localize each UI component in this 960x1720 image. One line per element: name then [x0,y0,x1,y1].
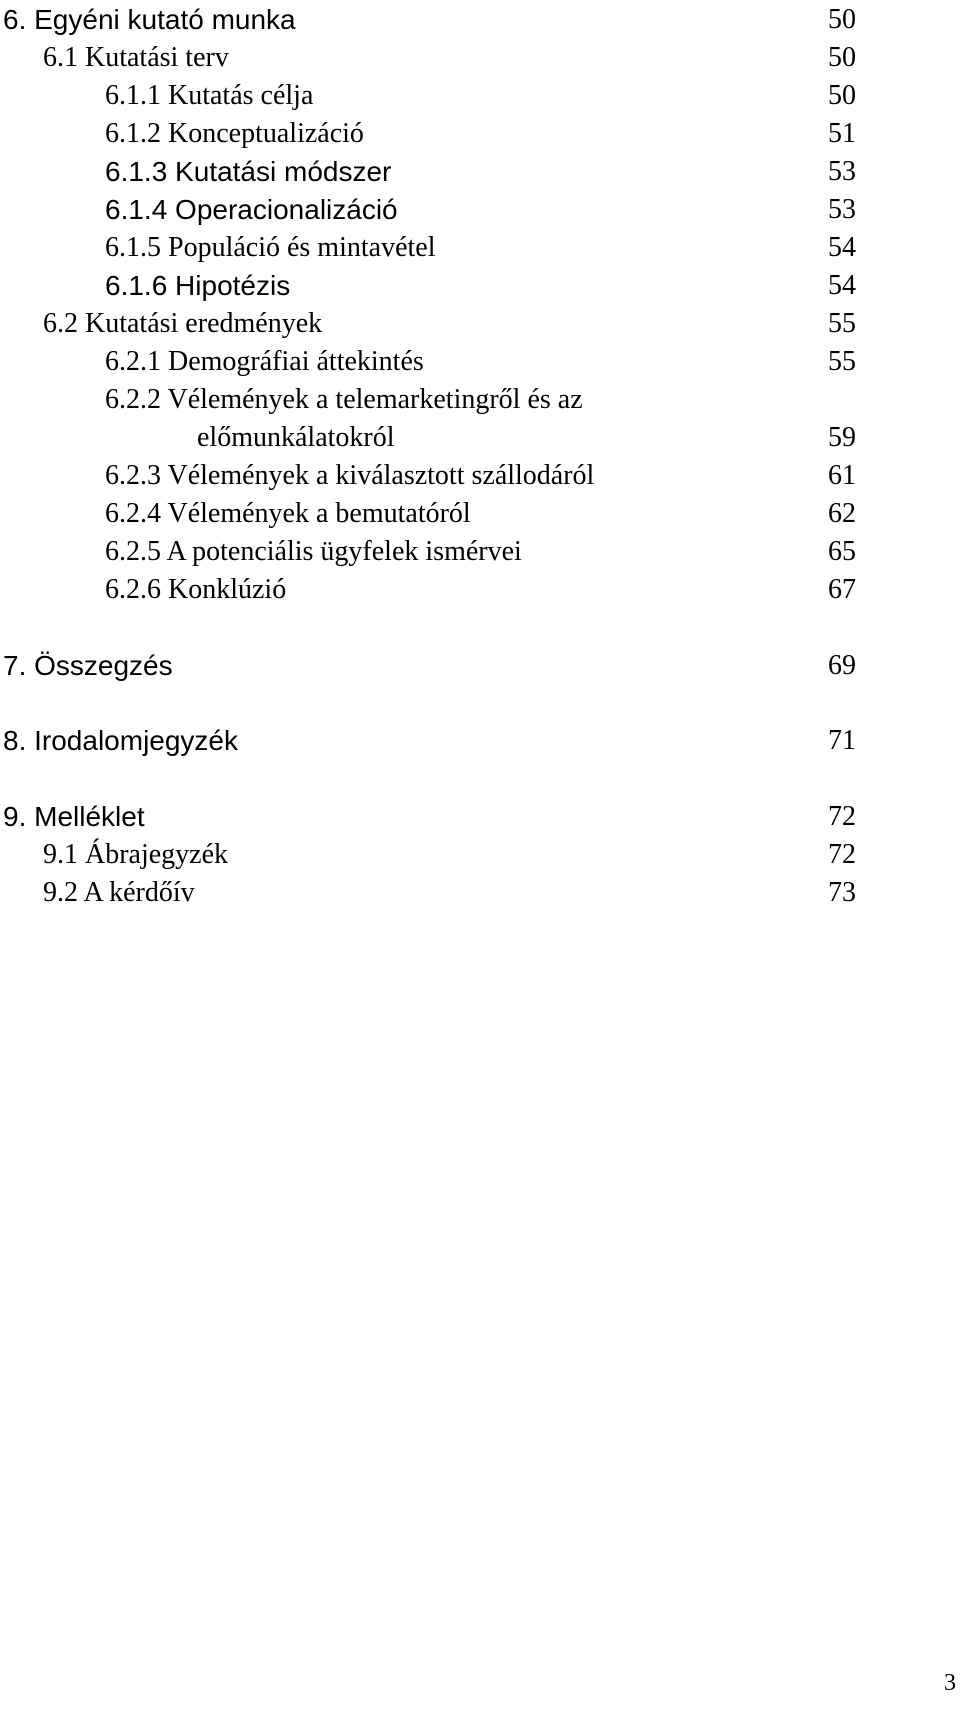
toc-entry-label: 6.1.6 Hipotézis [105,270,291,301]
toc-entry-page: 54 [828,270,856,301]
toc-entry-label: 6.2.4 Vélemények a bemutatóról [105,498,471,529]
toc-entry-page: 53 [828,156,856,187]
toc-entry-label: 8. Irodalomjegyzék [3,725,239,756]
toc-entry-page: 65 [828,536,856,567]
toc-entry-label: 6.1.2 Konceptualizáció [105,118,364,149]
toc-entry-page: 62 [828,498,856,529]
toc-entry-page: 53 [828,194,856,225]
toc-entry-label: 6.1.4 Operacionalizáció [105,194,398,225]
toc-entry-page: 71 [828,725,856,756]
toc-entry-page: 61 [828,460,856,491]
toc-entry-label: 6.2.3 Vélemények a kiválasztott szállodáról [105,460,595,491]
toc-entry-label: 9. Melléklet [3,801,145,832]
toc-entry-label: 6.2 Kutatási eredmények [43,308,323,339]
toc-entry[interactable] [0,380,960,420]
toc-entry-page: 50 [828,80,856,111]
toc-entry-page: 59 [828,422,856,453]
toc-entry-page: 50 [828,4,856,35]
toc-entry[interactable] [0,304,960,344]
toc-entry[interactable] [0,114,960,154]
toc-entry-page: 55 [828,308,856,339]
toc-entry[interactable] [0,835,960,875]
toc-entry-label: 6.1.1 Kutatás célja [105,80,314,111]
toc-entry-page: 72 [828,839,856,870]
toc-entry-page: 54 [828,232,856,263]
toc-entry[interactable] [0,494,960,534]
toc-entry[interactable] [0,646,960,686]
toc-entry-label: 6.2.6 Konklúzió [105,574,287,605]
toc-entry[interactable] [0,228,960,268]
toc-entry-label: 6.2.2 Vélemények a telemarketingről és az [105,384,583,415]
toc-entry-page: 73 [828,877,856,908]
toc-entry-page: 50 [828,42,856,73]
toc-entry[interactable] [0,532,960,572]
toc-entry[interactable] [0,570,960,610]
toc-entry[interactable] [0,342,960,382]
toc-entry-label: előmunkálatokról [197,422,395,453]
toc-entry[interactable] [0,0,960,40]
toc-entry-label: 6.2.5 A potenciális ügyfelek ismérvei [105,536,522,567]
toc-entry-label: 6.1 Kutatási terv [43,42,229,73]
toc-entry-label: 6. Egyéni kutató munka [3,4,296,35]
toc-entry-page: 69 [828,650,856,681]
toc-entry[interactable] [0,721,960,761]
toc-entry-label: 7. Összegzés [3,650,173,681]
toc-entry-label: 6.1.5 Populáció és mintavétel [105,232,436,263]
toc-entry-label: 9.1 Ábrajegyzék [43,839,229,870]
toc-entry[interactable] [0,456,960,496]
toc-entry-label: 6.1.3 Kutatási módszer [105,156,392,187]
toc-entry-label: 9.2 A kérdőív [43,877,195,908]
toc-entry-page: 51 [828,118,856,149]
toc-entry[interactable] [0,190,960,230]
toc-entry-page: 55 [828,346,856,377]
toc-entry-page: 67 [828,574,856,605]
toc-entry[interactable] [0,418,960,458]
toc-entry[interactable] [0,797,960,837]
toc-entry[interactable] [0,76,960,116]
toc-entry[interactable] [0,873,960,913]
page-number: 3 [944,1670,956,1696]
toc-entry-page: 72 [828,801,856,832]
toc-entry[interactable] [0,152,960,192]
toc-entry[interactable] [0,266,960,306]
toc-entry-label: 6.2.1 Demográfiai áttekintés [105,346,424,377]
toc-entry[interactable] [0,38,960,78]
